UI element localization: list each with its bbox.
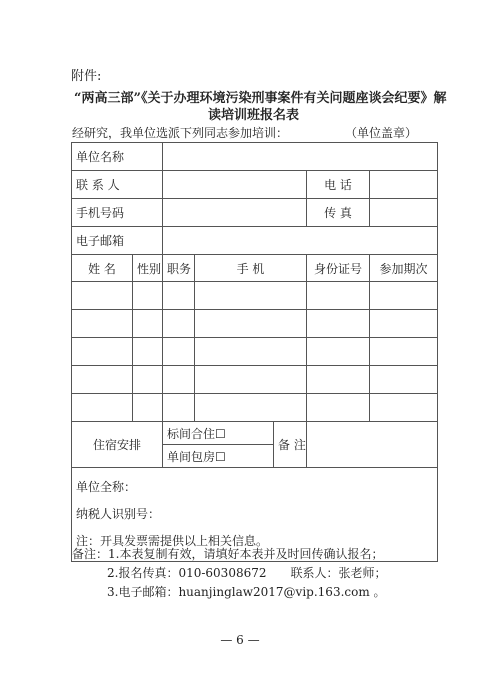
participant-session-cell[interactable]: [370, 310, 438, 338]
form-title-line2: 读培训班报名表: [208, 108, 300, 123]
fax-field[interactable]: [370, 199, 438, 227]
mobile-field[interactable]: [163, 199, 307, 227]
participant-position-cell[interactable]: [163, 366, 195, 394]
note-3: 3.电子邮箱：huanjinglaw2017@vip.163.com 。: [107, 585, 386, 599]
participant-position-cell[interactable]: [163, 394, 195, 422]
email-field[interactable]: [163, 227, 438, 255]
participant-gender-cell[interactable]: [133, 394, 163, 422]
phone-field[interactable]: [370, 171, 438, 199]
participant-mobile-cell[interactable]: [195, 310, 307, 338]
registration-form-table: [71, 142, 438, 562]
participant-row: [72, 366, 438, 394]
participant-name-cell[interactable]: [72, 366, 133, 394]
seal-text: （单位盖章）: [345, 126, 418, 140]
participant-gender-cell[interactable]: [133, 282, 163, 310]
participant-mobile-cell[interactable]: [195, 338, 307, 366]
note-2: 2.报名传真：010-60308672 联系人：张老师；: [107, 566, 387, 580]
remarks-field[interactable]: [307, 422, 438, 468]
header-session: 参加期次: [370, 255, 438, 282]
taxpayer-id-label: 纳税人识别号：: [76, 507, 161, 521]
shared-room-option[interactable]: 标间合住☐: [163, 422, 274, 445]
participant-row: [72, 394, 438, 422]
intro-text: 经研究，我单位选派下列同志参加培训：: [72, 126, 289, 140]
participant-session-cell[interactable]: [370, 394, 438, 422]
participant-gender-cell[interactable]: [133, 366, 163, 394]
participant-position-cell[interactable]: [163, 282, 195, 310]
participant-name-cell[interactable]: [72, 282, 133, 310]
mobile-label: 手机号码: [72, 199, 163, 227]
participant-name-cell[interactable]: [72, 394, 133, 422]
single-room-option[interactable]: 单间包房☐: [163, 445, 274, 468]
participant-mobile-cell[interactable]: [195, 282, 307, 310]
participant-session-cell[interactable]: [370, 366, 438, 394]
header-mobile: 手 机: [195, 255, 307, 282]
contact-label: 联 系 人: [72, 171, 163, 199]
form-title-line1: “两高三部”《关于办理环境污染刑事案件有关问题座谈会纪要》解: [74, 91, 447, 106]
participant-id-cell[interactable]: [307, 366, 370, 394]
unit-name-field[interactable]: [163, 143, 438, 171]
participant-gender-cell[interactable]: [133, 310, 163, 338]
invoice-note: 注：开具发票需提供以上相关信息。: [76, 534, 269, 548]
header-gender: 性别: [133, 255, 163, 282]
attachment-label: 附件:: [71, 69, 102, 84]
participant-gender-cell[interactable]: [133, 338, 163, 366]
fax-label: 传 真: [307, 199, 370, 227]
participant-id-cell[interactable]: [307, 310, 370, 338]
email-label: 电子邮箱: [72, 227, 163, 255]
header-name: 姓 名: [72, 255, 133, 282]
participant-name-cell[interactable]: [72, 310, 133, 338]
participant-name-cell[interactable]: [72, 338, 133, 366]
contact-field[interactable]: [163, 171, 307, 199]
lodging-label: 住宿安排: [72, 422, 163, 468]
participant-id-cell[interactable]: [307, 338, 370, 366]
participant-mobile-cell[interactable]: [195, 366, 307, 394]
header-position: 职务: [163, 255, 195, 282]
page-number: — 6 —: [220, 633, 260, 647]
participant-row: [72, 338, 438, 366]
participant-position-cell[interactable]: [163, 310, 195, 338]
participant-session-cell[interactable]: [370, 338, 438, 366]
unit-fullname-label: 单位全称：: [76, 480, 137, 494]
note-1: 备注：1.本表复制有效，请填好本表并及时回传确认报名；: [72, 547, 384, 561]
unit-name-label: 单位名称: [72, 143, 163, 171]
participant-position-cell[interactable]: [163, 338, 195, 366]
participant-row: [72, 282, 438, 310]
participant-session-cell[interactable]: [370, 282, 438, 310]
remarks-label: 备 注: [274, 422, 307, 468]
header-id-number: 身份证号: [307, 255, 370, 282]
participant-id-cell[interactable]: [307, 394, 370, 422]
participant-mobile-cell[interactable]: [195, 394, 307, 422]
participant-row: [72, 310, 438, 338]
participant-id-cell[interactable]: [307, 282, 370, 310]
phone-label: 电 话: [307, 171, 370, 199]
